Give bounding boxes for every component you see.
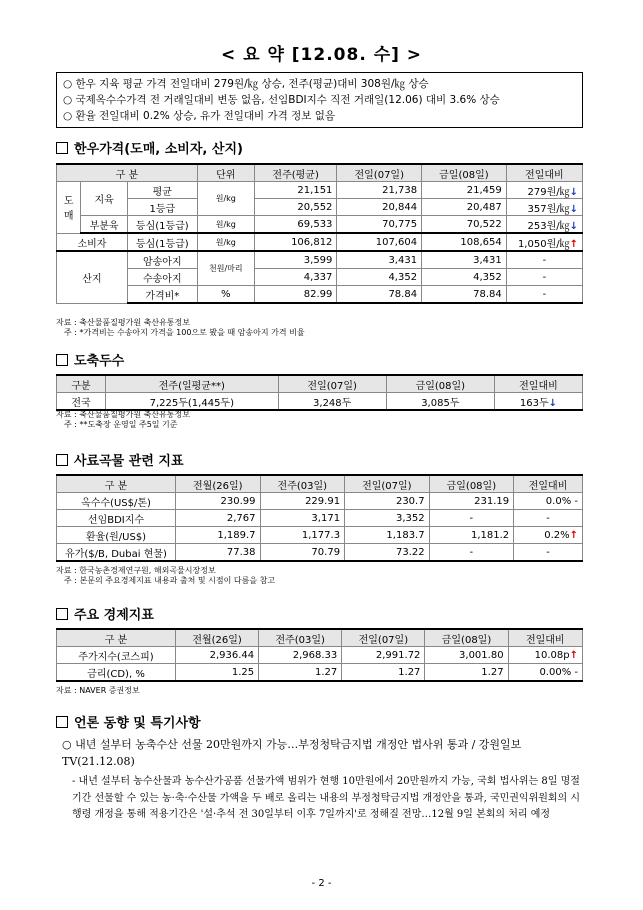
- table-cell: 21,738: [337, 182, 422, 199]
- col-header: 금일(08일): [386, 375, 494, 393]
- page-title: < 요 약 [12.08. 수] >: [220, 45, 423, 65]
- table-cell: 1.25: [176, 664, 259, 682]
- news-body: - 내년 설부터 농수산물과 농수산가공품 선물가액 범위가 현행 10만원에서 20만원까지 가능, 국회 법사위는 8일 명절 기간 선물할 수 있는 농·축·수산물 가액을 두 배로 올리는 내용의 부정청탁금지법 개정안을 통과, 국민권익위원회의 시행령 개정을 통해 적용기간은 '설·추석 전 30일부터 이후 7일까지'로 정해질 전망…12월 9일 본회의 처리 예정: [72, 776, 581, 820]
- arrow-down-icon: ↓: [548, 397, 558, 409]
- table-cell: 3,599: [254, 251, 337, 269]
- table-cell: 3,085두: [386, 393, 494, 411]
- footnote: 주 : 본문의 주요경제지표 내용과 출처 및 시점이 다름을 참고: [64, 576, 276, 585]
- row-label: 암송아지: [127, 251, 197, 269]
- table-cell: 3,431: [337, 251, 422, 269]
- col-header: 구 분: [57, 475, 176, 493]
- col-header: 전일(07일): [342, 629, 425, 647]
- col-header: 전일(07일): [278, 375, 386, 393]
- table-cell: 2,767: [176, 510, 261, 527]
- table-cell: 20,844: [337, 199, 422, 216]
- change-cell: -: [514, 510, 583, 527]
- unit-cell: 원/kg: [197, 182, 254, 216]
- checkbox-square-icon: [56, 716, 68, 728]
- news-headline: ○ 내년 설부터 농축수산 선물 20만원까지 가능…부정청탁금지법 개정안 법사위 통과 / 강원일보TV(21.12.08): [62, 738, 522, 768]
- col-header: 단위: [197, 164, 254, 182]
- unit-cell: 천원/마리: [197, 251, 254, 286]
- table-cell: 1,183.7: [345, 527, 430, 544]
- table-cell: 77.38: [176, 544, 261, 562]
- table-cell: 70.79: [260, 544, 345, 562]
- table-cell: 82.99: [254, 286, 337, 304]
- arrow-up-icon: ↑: [569, 649, 578, 661]
- section-title-hanwoo: 한우가격(도매, 소비자, 산지): [56, 138, 243, 157]
- unit-cell: 원/kg: [197, 216, 254, 234]
- row-label: 주가지수(코스피): [57, 647, 176, 664]
- table-cell: 20,552: [254, 199, 337, 216]
- table-cell: 108,654: [422, 233, 507, 251]
- source-note: 자료 : 축산물품질평가원 축산유통정보: [56, 410, 190, 419]
- hanwoo-price-table: [56, 163, 583, 304]
- table-cell: -: [429, 544, 514, 562]
- unit-cell: 원/kg: [197, 233, 254, 251]
- row-label: 1등급: [127, 199, 197, 216]
- section-title-slaughter: 도축두수: [56, 350, 124, 369]
- table-cell: -: [429, 510, 514, 527]
- arrow-up-icon: ↑: [569, 529, 578, 541]
- change-cell: 253원/㎏↓: [506, 216, 582, 234]
- table-cell: 1.27: [342, 664, 425, 682]
- change-cell: 279원/㎏↓: [506, 182, 582, 199]
- col-header: 금일(08일): [425, 629, 508, 647]
- checkbox-square-icon: [56, 454, 68, 466]
- table-cell: 4,337: [254, 269, 337, 286]
- checkbox-square-icon: [56, 142, 68, 154]
- change-cell: -: [506, 286, 582, 304]
- col-header: 전일(07일): [345, 475, 430, 493]
- source-note: 자료 : NAVER 증권정보: [56, 686, 140, 695]
- change-cell: 1,050원/㎏↑: [506, 233, 582, 251]
- col-header: 금일(08일): [422, 164, 507, 182]
- row-label: 수송아지: [127, 269, 197, 286]
- table-cell: 2,936.44: [176, 647, 259, 664]
- row-label: 등심(1등급): [127, 233, 197, 251]
- source-note: 자료 : 한국농촌경제연구원, 해외곡물시장정보: [56, 566, 216, 575]
- checkbox-square-icon: [56, 608, 68, 620]
- row-label: 등심(1등급): [127, 216, 197, 234]
- table-cell: 70,775: [337, 216, 422, 234]
- table-cell: 4,352: [337, 269, 422, 286]
- col-header: 전일대비: [508, 629, 582, 647]
- change-cell: 10.08p↑: [508, 647, 582, 664]
- row-label: 부분육: [81, 216, 128, 234]
- row-label: 도 매: [57, 182, 81, 234]
- change-cell: 0.0% -: [514, 493, 583, 510]
- table-cell: 1.27: [259, 664, 342, 682]
- arrow-down-icon: ↓: [569, 220, 578, 232]
- summary-line: ○ 환율 전일대비 0.2% 상승, 유가 전일대비 가격 정보 없음: [63, 110, 336, 122]
- row-label: 지육: [81, 182, 128, 216]
- checkbox-square-icon: [56, 354, 68, 366]
- table-cell: 69,533: [254, 216, 337, 234]
- col-header: 전일(07일): [337, 164, 422, 182]
- footnote: 주 : **도축장 운영일 주5일 기준: [64, 420, 178, 429]
- footnote: 주 : *가격비는 수송아지 가격을 100으로 봤을 때 암송아지 가격 비율: [64, 328, 305, 337]
- table-cell: 7,225두(1,445두): [106, 393, 279, 411]
- table-cell: 70,522: [422, 216, 507, 234]
- row-label: 평균: [127, 182, 197, 199]
- arrow-up-icon: ↑: [569, 238, 578, 250]
- economy-table: [56, 628, 583, 682]
- table-cell: 21,151: [254, 182, 337, 199]
- table-cell: 1,189.7: [176, 527, 261, 544]
- source-note: 자료 : 축산물품질평가원 축산유통정보: [56, 318, 190, 327]
- row-label: 소비자: [57, 233, 128, 251]
- row-label: 전국: [57, 393, 106, 411]
- col-header: 전주(03일): [259, 629, 342, 647]
- change-cell: 0.2%↑: [514, 527, 583, 544]
- arrow-down-icon: ↓: [569, 203, 578, 215]
- col-header: 전주(03일): [260, 475, 345, 493]
- table-cell: 229.91: [260, 493, 345, 510]
- col-header: 전주(평균): [254, 164, 337, 182]
- change-cell: -: [506, 251, 582, 269]
- table-cell: 21,459: [422, 182, 507, 199]
- table-cell: 78.84: [422, 286, 507, 304]
- table-cell: 3,001.80: [425, 647, 508, 664]
- section-title-economy: 주요 경제지표: [56, 604, 154, 623]
- table-cell: 106,812: [254, 233, 337, 251]
- section-title-media: 언론 동향 및 특기사항: [56, 712, 201, 731]
- table-cell: 230.7: [345, 493, 430, 510]
- table-cell: 2,991.72: [342, 647, 425, 664]
- arrow-down-icon: ↓: [569, 186, 578, 198]
- row-label: 가격비*: [127, 286, 197, 304]
- col-header: 전주(일평균**): [106, 375, 279, 393]
- table-cell: 1,177.3: [260, 527, 345, 544]
- table-cell: 3,248두: [278, 393, 386, 411]
- row-label: 환율(원/US$): [57, 527, 176, 544]
- col-header: 전월(26일): [176, 475, 261, 493]
- table-cell: 3,171: [260, 510, 345, 527]
- col-header: 전일대비: [494, 375, 582, 393]
- feed-grain-table: [56, 474, 583, 562]
- summary-box: [56, 72, 583, 128]
- row-label: 유가($/B, Dubai 현물): [57, 544, 176, 562]
- summary-line: ○ 한우 지육 평균 가격 전일대비 279원/㎏ 상승, 전주(평균)대비 308원/㎏ 상승: [63, 78, 429, 90]
- table-cell: 2,968.33: [259, 647, 342, 664]
- table-cell: 1,181.2: [429, 527, 514, 544]
- col-header: 전일대비: [514, 475, 583, 493]
- slaughter-table: [56, 374, 583, 411]
- change-cell: -: [514, 544, 583, 562]
- table-cell: 3,431: [422, 251, 507, 269]
- row-label: 선임BDI지수: [57, 510, 176, 527]
- page-number: - 2 -: [311, 878, 332, 889]
- col-header: 전월(26일): [176, 629, 259, 647]
- change-cell: 357원/㎏↓: [506, 199, 582, 216]
- change-cell: 163두↓: [494, 393, 582, 411]
- table-cell: 78.84: [337, 286, 422, 304]
- row-label: 금리(CD), %: [57, 664, 176, 682]
- col-header: 전일대비: [506, 164, 582, 182]
- col-header: 구 분: [57, 629, 176, 647]
- col-header: 금일(08일): [429, 475, 514, 493]
- unit-cell: %: [197, 286, 254, 304]
- row-label: 산지: [57, 251, 128, 303]
- row-label: 옥수수(US$/톤): [57, 493, 176, 510]
- table-cell: 230.99: [176, 493, 261, 510]
- col-header: 구 분: [57, 164, 198, 182]
- table-cell: 20,487: [422, 199, 507, 216]
- table-cell: 231.19: [429, 493, 514, 510]
- col-header: 구분: [57, 375, 106, 393]
- summary-line: ○ 국제옥수수가격 전 거래일대비 변동 없음, 선임BDI지수 직전 거래일(12.06) 대비 3.6% 상승: [63, 94, 500, 106]
- change-cell: 0.00% -: [508, 664, 582, 682]
- section-title-feed: 사료곡물 관련 지표: [56, 450, 184, 469]
- table-cell: 107,604: [337, 233, 422, 251]
- table-cell: 1.27: [425, 664, 508, 682]
- table-cell: 3,352: [345, 510, 430, 527]
- table-cell: 73.22: [345, 544, 430, 562]
- table-cell: 4,352: [422, 269, 507, 286]
- change-cell: -: [506, 269, 582, 286]
